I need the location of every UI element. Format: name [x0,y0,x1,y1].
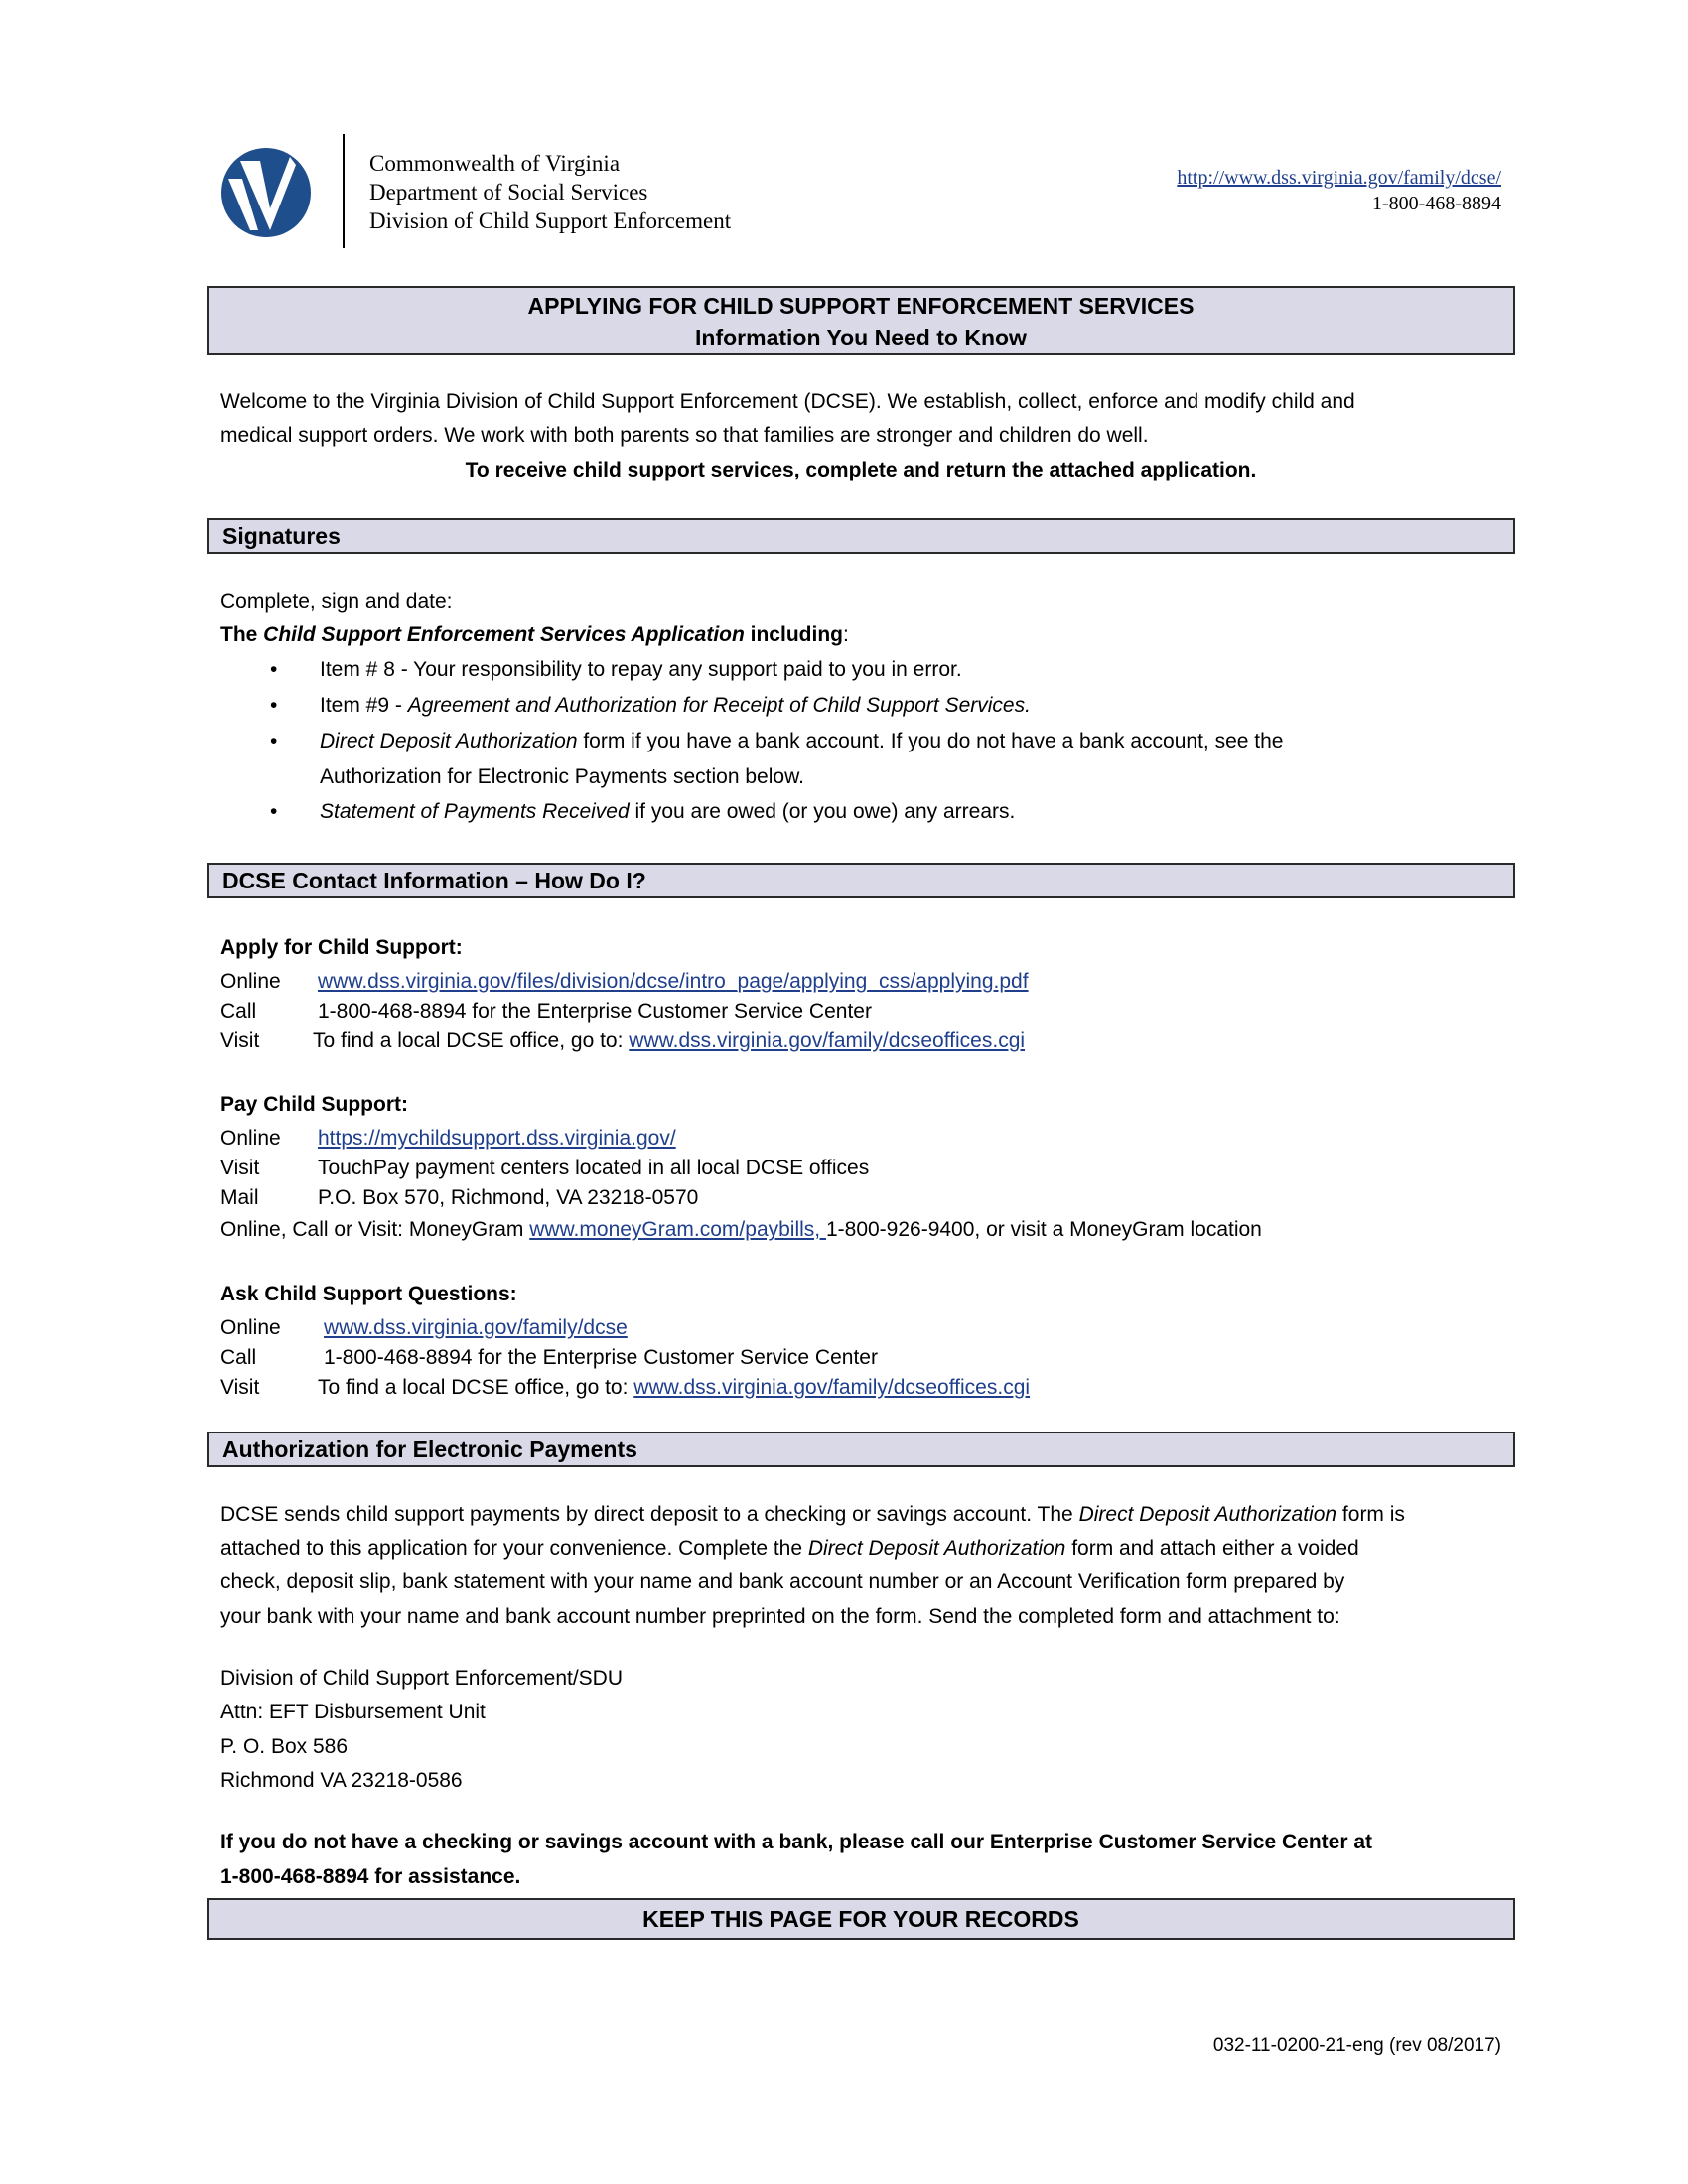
row-label: Visit [220,1157,260,1179]
eft-section-header [207,1432,1515,1467]
bullet-icon: • [270,658,278,681]
org-line-1: Commonwealth of Virginia [369,151,621,176]
bullet-text: Direct Deposit Authorization form if you have a bank account. If you do not have a bank account, see the Authorization for Electronic Payments section below. [320,730,1284,788]
header-contact [1177,165,1501,216]
application-name: Child Support Enforcement Services Application [263,623,745,646]
address-line-4: Richmond VA 23218-0586 [220,1769,463,1792]
pay-title: Pay Child Support: [220,1093,408,1116]
bullet-text: Statement of Payments Received if you are owed (or you owe) any arrears. [320,800,1016,823]
row-label: Call [220,1000,257,1023]
bullet-icon: • [270,800,278,823]
bullet-icon: • [270,694,278,717]
form-number: 032-11-0200-21-eng (rev 08/2017) [1212,2035,1501,2056]
eft-para-line-3: check, deposit slip, bank statement with your name and bank account number or an Account Verification form prepared by [220,1570,1345,1593]
contact-section-header [207,863,1515,898]
pay-online-link[interactable]: https://mychildsupport.dss.virginia.gov/ [318,1127,676,1150]
row-text: 1-800-468-8894 for the Enterprise Customer Service Center [324,1346,878,1369]
ask-online-row [220,1313,1511,1343]
bullet-text: Item #9 - Agreement and Authorization for Receipt of Child Support Services. [320,694,1031,717]
intro-line-2: medical support orders. We work with both parents so that families are stronger and children do well. [220,424,1149,447]
document-title: APPLYING FOR CHILD SUPPORT ENFORCEMENT SERVICES [527,293,1195,319]
contact-heading: DCSE Contact Information – How Do I? [222,868,646,893]
row-text: Online, Call or Visit: MoneyGram [220,1218,530,1241]
org-line-3: Division of Child Support Enforcement [369,208,732,233]
row-text: To find a local DCSE office, go to: [313,1029,630,1052]
intro-line-1: Welcome to the Virginia Division of Child Support Enforcement (DCSE). We establish, collect, enforce and modify child and [220,390,1355,413]
row-text: 1-800-926-9400, or visit a MoneyGram location [825,1218,1262,1241]
address-line-2: Attn: EFT Disbursement Unit [220,1701,486,1723]
document-subtitle: Information You Need to Know [695,325,1027,350]
moneygram-link[interactable]: www.moneyGram.com/paybills, [529,1218,826,1241]
row-label: Visit [220,1376,260,1399]
pay-online-row [220,1124,1511,1154]
row-text: To find a local DCSE office, go to: [318,1376,634,1399]
header-divider [343,134,345,248]
bullet-item-8 [0,652,1688,688]
address-line-1: Division of Child Support Enforcement/SDU [220,1667,624,1690]
eft-note-line-2: 1-800-468-8894 for assistance. [220,1865,521,1888]
apply-call-row [220,997,1511,1026]
signatures-section-header [207,518,1515,554]
eft-para-line-2: attached to this application for your convenience. Complete the Direct Deposit Authorization form and attach either a voided [220,1537,1359,1560]
app-colon: : [842,623,849,646]
apply-title: Apply for Child Support: [220,936,463,959]
eft-heading: Authorization for Electronic Payments [222,1436,637,1462]
row-text: 1-800-468-8894 for the Enterprise Customer Service Center [318,1000,872,1023]
address-line-3: P. O. Box 586 [220,1735,349,1758]
apply-offices-link[interactable]: www.dss.virginia.gov/family/dcseoffices.cgi [629,1029,1026,1052]
eft-para-line-1: DCSE sends child support payments by direct deposit to a checking or savings account. The Direct Deposit Authorization form is [220,1503,1405,1526]
app-prefix: The [220,623,264,646]
org-line-2: Department of Social Services [369,180,648,205]
apply-online-link[interactable]: www.dss.virginia.gov/files/division/dcse/intro_page/applying_css/applying.pdf [318,970,1029,993]
row-text: P.O. Box 570, Richmond, VA 23218-0570 [318,1186,699,1209]
application-line [220,617,849,652]
intro-instruction: To receive child support services, complete and return the attached application. [465,459,1257,481]
dcse-website-link[interactable]: http://www.dss.virginia.gov/family/dcse/ [1177,167,1501,189]
row-label: Visit [220,1029,260,1052]
pay-moneygram-row [220,1215,1511,1245]
row-label: Online [220,970,281,993]
bullet-statement-payments [0,794,1688,830]
ask-title: Ask Child Support Questions: [220,1283,517,1305]
vdss-logo [220,147,312,238]
row-label: Online [220,1127,281,1150]
records-box [207,1898,1515,1940]
bullet-item-9 [0,688,1688,724]
row-label: Mail [220,1186,259,1209]
ask-call-row [220,1343,1511,1373]
row-label: Online [220,1316,281,1339]
eft-note-line-1: If you do not have a checking or savings account with a bank, please call our Enterprise Customer Service Center at [220,1831,1373,1853]
row-label: Call [220,1346,257,1369]
signatures-lead: Complete, sign and date: [220,590,453,613]
bullet-direct-deposit [0,724,1688,795]
ask-online-link[interactable]: www.dss.virginia.gov/family/dcse [324,1316,628,1339]
app-suffix: including [744,623,843,646]
bullet-text: Item # 8 - Your responsibility to repay any support paid to you in error. [320,658,962,681]
pay-mail-row [220,1183,1511,1213]
records-notice: KEEP THIS PAGE FOR YOUR RECORDS [642,1906,1079,1932]
signatures-heading: Signatures [222,523,341,549]
eft-para-line-4: your bank with your name and bank account number preprinted on the form. Send the completed form and attachment to: [220,1605,1340,1628]
header-phone: 1-800-468-8894 [1372,193,1501,214]
title-box [207,286,1515,355]
ask-visit-row [220,1373,1511,1403]
ask-offices-link[interactable]: www.dss.virginia.gov/family/dcseoffices.cgi [633,1376,1031,1399]
apply-online-row [220,967,1511,997]
apply-visit-row [220,1026,1511,1056]
bullet-icon: • [270,730,278,752]
row-text: TouchPay payment centers located in all local DCSE offices [318,1157,870,1179]
pay-visit-row [220,1154,1511,1183]
